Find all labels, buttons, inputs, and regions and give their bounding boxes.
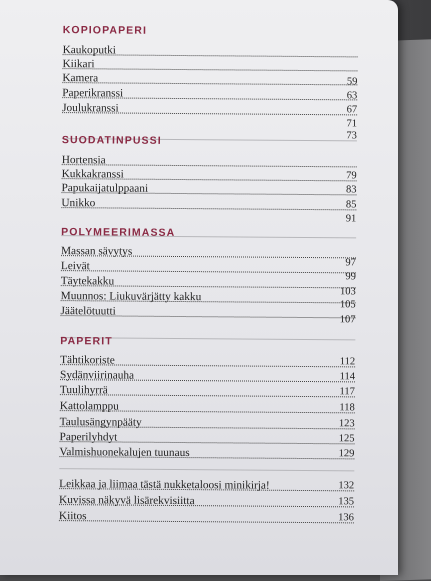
entry-page: 135 [338, 496, 355, 508]
dot-leader [61, 270, 356, 273]
entry-title: Kukkakranssi [61, 168, 124, 181]
dot-leader [59, 520, 354, 523]
entry-title: Täytekakku [60, 275, 115, 288]
toc-entry[interactable] [60, 384, 355, 400]
entry-title: Unikko [61, 197, 96, 210]
entry-page: 85 [345, 199, 357, 211]
toc-entry[interactable] [61, 197, 357, 225]
toc-entry[interactable] [60, 290, 356, 311]
toc-entry[interactable] [60, 416, 355, 432]
toc-entry[interactable] [60, 369, 355, 385]
dot-leader [62, 68, 357, 71]
dot-leader [62, 164, 357, 167]
toc-entry[interactable] [59, 510, 354, 526]
section-title-polymeerimassa: POLYMEERIMASSA [61, 226, 176, 239]
entry-page: 118 [339, 402, 355, 414]
entry-page: 83 [345, 184, 357, 196]
entry-page: 91 [345, 213, 357, 225]
entry-title: Massan sävytys [60, 245, 133, 258]
entry-page: 67 [346, 104, 358, 116]
entry-title: Muunnos: Liukuvärjätty kakku [60, 290, 202, 304]
entry-page: 129 [338, 448, 355, 460]
entry-page: 73 [346, 130, 357, 142]
entry-title: Kiikari [62, 58, 95, 71]
entry-title: Tähtikoriste [60, 354, 115, 367]
table-of-contents [47, 0, 358, 575]
entry-title: Kuvissa näkyvä lisärekvisiitta [59, 494, 195, 508]
entry-page: 105 [339, 299, 356, 311]
entry-page: 63 [346, 90, 358, 102]
entry-title: Kattolamppu [59, 400, 119, 413]
entry-page: 99 [345, 271, 356, 283]
section-title-paperit: PAPERIT [60, 335, 113, 348]
entry-page: 132 [338, 480, 355, 492]
entry-page: 117 [339, 386, 355, 398]
entry-page: 71 [346, 118, 358, 130]
entry-page: 136 [338, 512, 354, 524]
entry-title: Leikkaa ja liimaa tästä nukketaloosi minikirja! [59, 478, 270, 492]
entry-title: Hortensia [61, 154, 106, 167]
entry-page: 107 [339, 314, 356, 326]
entry-title: Tuulihyrrä [59, 384, 108, 397]
entry-page: 103 [339, 286, 356, 298]
entry-page: 114 [339, 371, 356, 383]
toc-entry[interactable] [60, 354, 355, 370]
toc-entry[interactable] [59, 494, 354, 510]
entry-title: Joulukranssi [62, 102, 119, 115]
section-title-kopiopaperi: KOPIOPAPERI [62, 24, 148, 37]
toc-entry[interactable] [60, 400, 355, 416]
entry-title: Leivät [60, 260, 90, 273]
entry-title: Taulusängynpääty [59, 416, 142, 429]
entry-title: Kaukoputki [62, 44, 116, 57]
entry-title: Kiitos [58, 510, 87, 523]
entry-page: 79 [346, 170, 357, 182]
entry-title: Papukaijatulppaani [61, 182, 149, 195]
toc-entry[interactable] [59, 446, 354, 462]
toc-entry[interactable] [59, 478, 354, 494]
entry-page: 125 [338, 433, 355, 445]
dot-leader [61, 207, 356, 210]
section-divider [59, 468, 354, 471]
entry-page: 59 [346, 76, 358, 88]
entry-page: 97 [345, 257, 356, 269]
entry-title: Paperikranssi [62, 87, 124, 100]
entry-title: Jäätelötuutti [60, 305, 116, 318]
entry-title: Paperilyhdyt [59, 431, 118, 444]
entry-title: Sydänviirinauha [60, 369, 135, 382]
entry-page: 112 [339, 356, 356, 368]
section-title-suodatinpussi: SUODATINPUSSI [61, 134, 162, 147]
toc-entry[interactable] [60, 431, 355, 447]
entry-page: 123 [338, 418, 355, 430]
entry-title: Kamera [62, 72, 99, 85]
dot-leader [62, 82, 357, 85]
entry-title: Valmishuonekalujen tuunaus [59, 446, 190, 460]
